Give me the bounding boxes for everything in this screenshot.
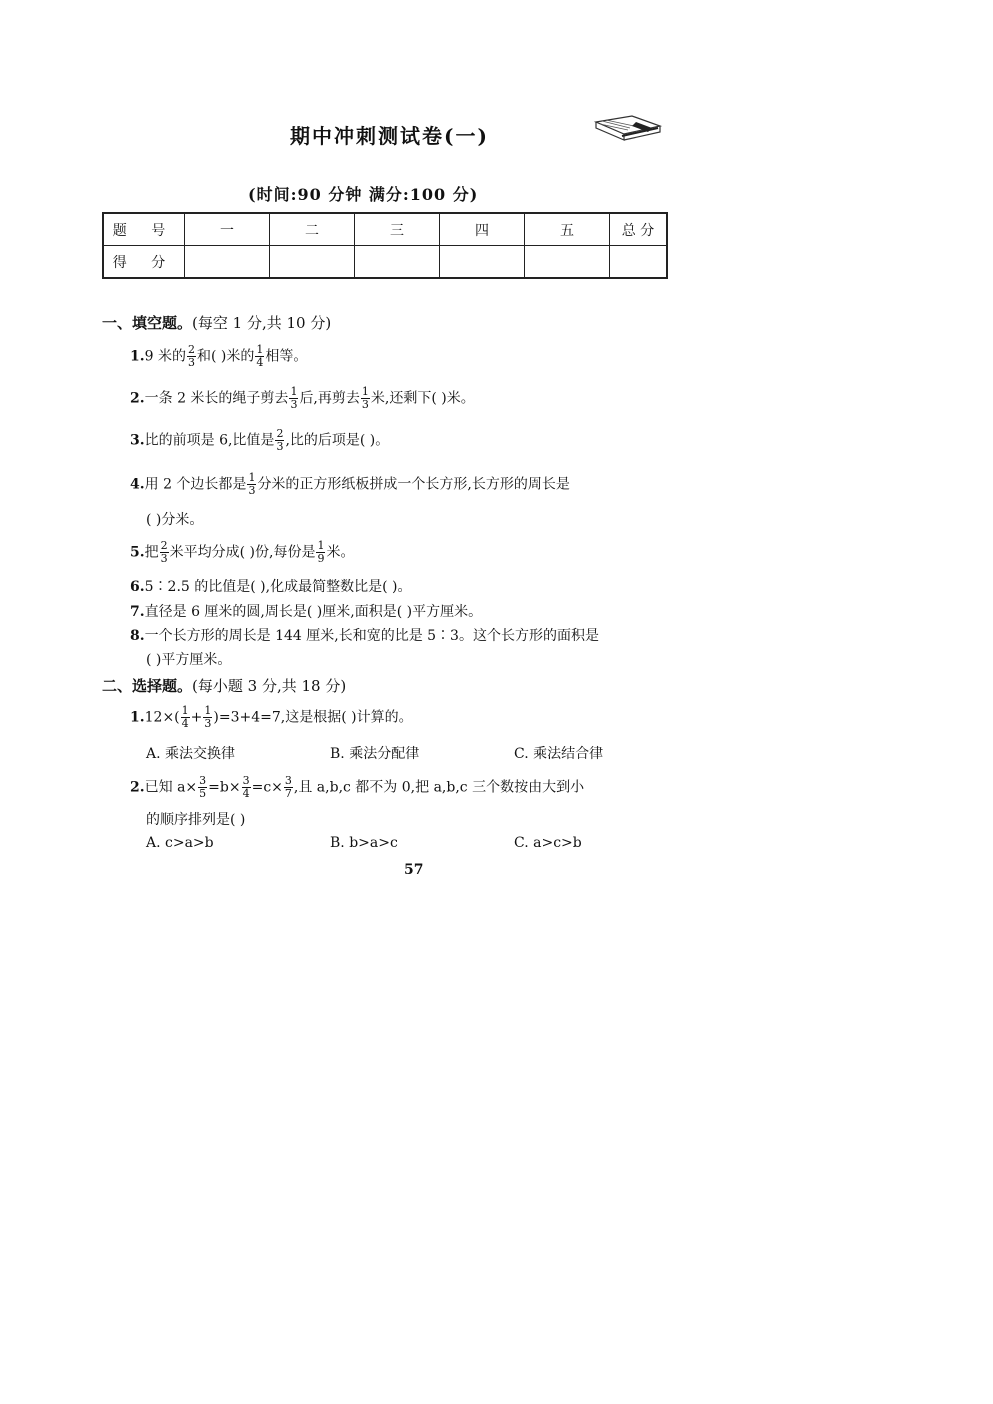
question-number: 3. (130, 432, 145, 449)
numerator: 1 (204, 704, 212, 717)
denominator: 3 (290, 398, 298, 411)
question-2-2-line-2: 的顺序排列是( ) (146, 812, 246, 828)
question-text: )=3+4=7,这是根据( )计算的。 (213, 709, 413, 726)
section-2-title: 二、选择题。 (102, 677, 193, 695)
question-text: 分米的正方形纸板拼成一个长方形,长方形的周长是 (257, 476, 570, 493)
denominator: 4 (181, 717, 189, 730)
fraction (361, 386, 370, 411)
exam-info: (时间:90 分钟 满分:100 分) (248, 185, 479, 204)
fraction (181, 705, 190, 730)
numerator: 2 (276, 427, 284, 440)
numerator: 1 (248, 471, 256, 484)
numerator: 2 (160, 539, 168, 552)
question-text: 5∶2.5 的比值是( ),化成最简整数比是( )。 (144, 579, 412, 595)
denominator: 4 (242, 787, 250, 800)
option-b: B. 乘法分配律 (330, 746, 420, 762)
numerator: 3 (284, 774, 292, 787)
option-a: A. c>a>b (146, 835, 214, 851)
denominator: 9 (317, 552, 325, 565)
question-text: 12×( (144, 709, 180, 726)
denominator: 3 (361, 398, 369, 411)
fraction (255, 344, 264, 369)
numerator: 3 (242, 774, 250, 787)
question-text: =c× (251, 779, 283, 796)
question-text: 一条 2 米长的绳子剪去 (144, 390, 289, 407)
question-text: 比的前项是 6,比值是 (144, 432, 275, 449)
question-text: 后,再剪去 (299, 390, 360, 407)
question-number: 5. (130, 544, 145, 561)
fraction (187, 344, 196, 369)
question-text: ,比的后项是( )。 (285, 432, 390, 449)
question-2-1 (130, 705, 413, 730)
page-title: 期中冲刺测试卷(一) (290, 124, 489, 148)
option-b: B. b>a>c (330, 835, 398, 851)
question-1-8 (130, 625, 599, 645)
header-cell: 总 分 (610, 213, 668, 246)
question-text: 已知 a× (144, 779, 198, 796)
question-text: ,且 a,b,c 都不为 0,把 a,b,c 三个数按由大到小 (293, 779, 585, 796)
denominator: 7 (284, 787, 292, 800)
question-text: 相等。 (265, 348, 308, 365)
question-number: 8. (130, 628, 145, 644)
question-text: 米平均分成( )份,每份是 (169, 544, 316, 561)
score-cell (185, 246, 270, 279)
numerator: 1 (181, 704, 189, 717)
denominator: 3 (248, 484, 256, 497)
numerator: 2 (187, 343, 195, 356)
denominator: 3 (187, 356, 195, 369)
question-1-4-line-2: ( )分米。 (146, 512, 204, 528)
question-number: 7. (130, 604, 145, 620)
question-text: 米。 (326, 544, 355, 561)
question-1-2 (130, 386, 475, 411)
question-text: 把 (144, 544, 159, 561)
question-1-3 (130, 428, 389, 453)
denominator: 3 (276, 440, 284, 453)
score-table-header-row (103, 213, 667, 246)
section-2-note: (每小题 3 分,共 18 分) (192, 677, 347, 695)
fraction (316, 540, 325, 565)
question-1-7 (130, 601, 482, 621)
fraction (284, 775, 293, 800)
question-number: 1. (130, 709, 145, 726)
question-number: 2. (130, 390, 145, 407)
section-1-title: 一、填空题。 (102, 314, 193, 332)
question-1-1 (130, 344, 307, 369)
fraction (160, 540, 169, 565)
denominator: 4 (256, 356, 264, 369)
section-1-heading (102, 312, 331, 333)
score-cell (610, 246, 668, 279)
question-text: 用 2 个边长都是 (144, 476, 247, 493)
fraction (203, 705, 212, 730)
numerator: 3 (199, 774, 207, 787)
question-1-6 (130, 576, 411, 596)
option-c: C. a>c>b (514, 835, 582, 851)
fraction (198, 775, 207, 800)
score-cell (355, 246, 440, 279)
question-text: 9 米的 (144, 348, 186, 365)
score-table-row (103, 246, 667, 279)
section-1-note: (每空 1 分,共 10 分) (192, 314, 332, 332)
numerator: 1 (361, 385, 369, 398)
option-a: A. 乘法交换律 (146, 746, 236, 762)
books-icon (592, 112, 664, 146)
score-cell (440, 246, 525, 279)
question-1-4 (130, 472, 570, 497)
question-text: 米,还剩下( )米。 (370, 390, 475, 407)
numerator: 1 (256, 343, 264, 356)
question-text: 和( )米的 (196, 348, 255, 365)
question-text: =b× (208, 779, 241, 796)
question-text: 一个长方形的周长是 144 厘米,长和宽的比是 5∶3。这个长方形的面积是 (144, 628, 599, 644)
question-text: 直径是 6 厘米的圆,周长是( )厘米,面积是( )平方厘米。 (144, 604, 483, 620)
score-cell (525, 246, 610, 279)
numerator: 1 (290, 385, 298, 398)
fraction (275, 428, 284, 453)
header-cell: 一 (185, 213, 270, 246)
header-cell: 题 号 (103, 213, 185, 246)
header-cell: 五 (525, 213, 610, 246)
fraction (247, 472, 256, 497)
row-label: 得 分 (103, 246, 185, 279)
question-2-2 (130, 775, 584, 800)
header-cell: 四 (440, 213, 525, 246)
score-table (102, 212, 668, 279)
denominator: 3 (160, 552, 168, 565)
numerator: 1 (317, 539, 325, 552)
header-cell: 三 (355, 213, 440, 246)
option-c: C. 乘法结合律 (514, 746, 604, 762)
denominator: 5 (199, 787, 207, 800)
question-1-5 (130, 540, 354, 565)
section-2-heading (102, 675, 346, 696)
denominator: 3 (204, 717, 212, 730)
fraction (289, 386, 298, 411)
fraction (242, 775, 251, 800)
page-number: 57 (404, 862, 424, 878)
question-number: 2. (130, 779, 145, 796)
question-number: 4. (130, 476, 145, 493)
score-cell (270, 246, 355, 279)
plus-sign: + (190, 709, 203, 726)
question-1-8-line-2: ( )平方厘米。 (146, 652, 232, 668)
question-number: 1. (130, 348, 145, 365)
question-number: 6. (130, 579, 145, 595)
header-cell: 二 (270, 213, 355, 246)
